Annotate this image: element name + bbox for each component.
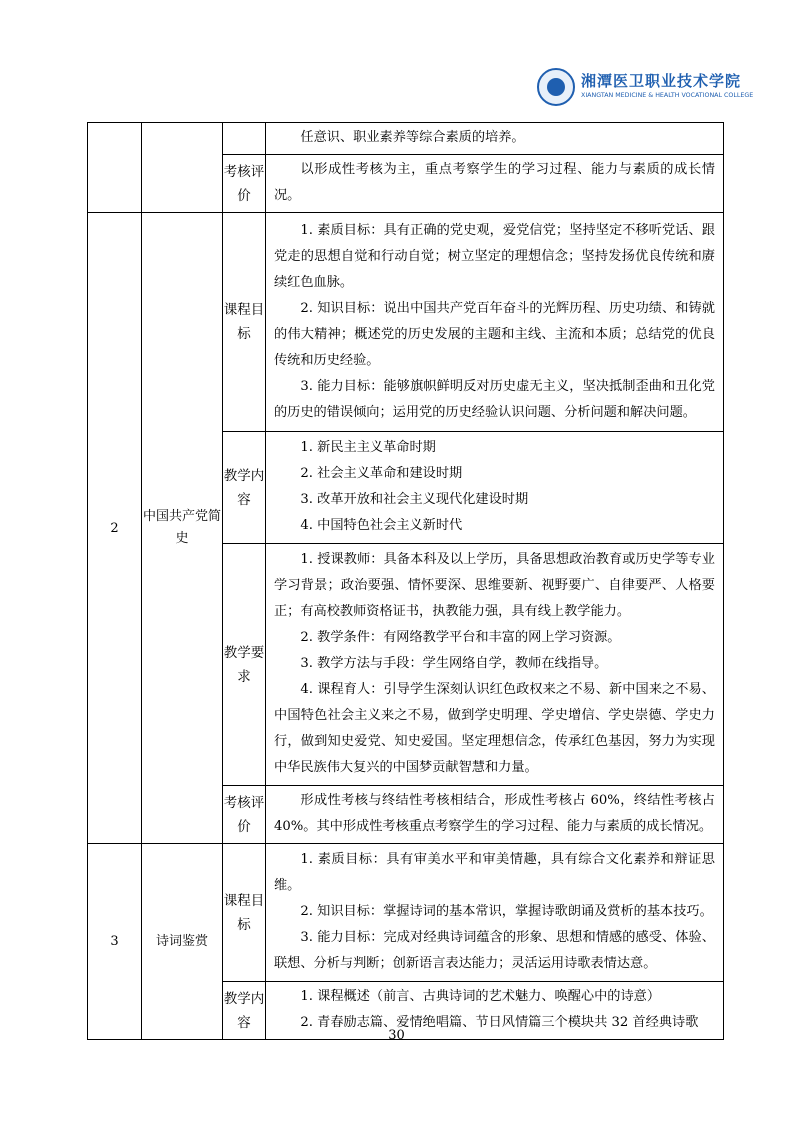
goal-label: 课程目标 [223,213,266,432]
goal-label: 课程目标 [223,844,266,982]
goal-item: 2. 知识目标：掌握诗词的基本常识，掌握诗歌朗诵及赏析的基本技巧。 [300,904,713,919]
goal-item: 1. 素质目标：具有审美水平和审美情趣，具有综合文化素养和辩证思维。 [274,852,715,893]
school-name-en: XIANGTAN MEDICINE & HEALTH VOCATIONAL COLLEGE [581,92,754,99]
requirement-item: 3. 教学方法与手段：学生网络自学，教师在线指导。 [300,656,608,671]
content-item: 4. 中国特色社会主义新时代 [300,518,463,533]
page-number: 30 [388,1028,405,1043]
goal-item: 2. 知识目标：说出中国共产党百年奋斗的光辉历程、历史功绩、和铸就的伟大精神；概述党的历史发展的主题和主线、主流和本质；总结党的优良传统和历史经验。 [274,300,715,368]
requirement-label: 教学要求 [223,544,266,786]
content-label: 教学内容 [223,982,266,1040]
content-continuation: 任意识、职业素养等综合素质的培养。 [300,130,525,145]
goal-item: 3. 能力目标：完成对经典诗词蕴含的形象、思想和情感的感受、体验、联想、分析与判断；创新语言表达能力；灵活运用诗歌表情达意。 [274,930,715,971]
course-table [87,122,724,1040]
school-name: 湘潭医卫职业技术学院 [581,72,742,90]
content-item: 2. 青春励志篇、爱情绝唱篇、节日风情篇三个模块共 32 首经典诗歌 [300,1015,699,1030]
course-name: 中国共产党简史 [142,213,223,844]
requirement-item: 4. 课程育人：引导学生深刻认识红色政权来之不易、新中国来之不易、中国特色社会主义来之不易，做到学史明理、学史增信、学史崇德、学史力行，做到知史爱党、知史爱国。坚定理想信念，传承红色基因，努力为实现中华民族伟大复兴的中国梦贡献智慧和力量。 [274,682,715,775]
course-number: 3 [88,844,142,1040]
requirement-item: 1. 授课教师：具备本科及以上学历，具备思想政治教育或历史学等专业学习背景；政治要强、情怀要深、思维要新、视野要广、自律要严、人格要正；有高校教师资格证书，执教能力强，具有线上教学能力。 [274,552,715,619]
table-row [88,213,724,432]
assess-text: 以形成性考核为主，重点考察学生的学习过程、能力与素质的成长情况。 [274,162,715,203]
school-emblem-icon [537,68,575,106]
content-item: 2. 社会主义革命和建设时期 [300,466,463,481]
content-item: 1. 新民主主义革命时期 [300,440,436,455]
goal-item: 3. 能力目标：能够旗帜鲜明反对历史虚无主义，坚决抵制歪曲和丑化党的历史的错误倾向；运用党的历史经验认识问题、分析问题和解决问题。 [274,378,715,420]
course-name: 诗词鉴赏 [142,844,223,1040]
school-logo [537,68,754,108]
table-row [88,844,724,982]
assess-text: 形成性考核与终结性考核相结合，形成性考核占 60%，终结性考核占 40%。其中形成性考核重点考察学生的学习过程、能力与素质的成长情况。 [274,793,715,834]
requirement-item: 2. 教学条件：有网络教学平台和丰富的网上学习资源。 [300,630,621,645]
content-label: 教学内容 [223,432,266,544]
content-item: 1. 课程概述（前言、古典诗词的艺术魅力、唤醒心中的诗意） [300,989,661,1004]
assess-label: 考核评价 [223,786,266,844]
assess-label: 考核评价 [223,155,266,213]
course-number: 2 [88,213,142,844]
goal-item: 1. 素质目标：具有正确的党史观，爱党信党；坚持坚定不移听党话、跟党走的思想自觉和行动自觉；树立坚定的理想信念；坚持发扬优良传统和赓续红色血脉。 [274,222,715,290]
table-row [88,123,724,155]
content-item: 3. 改革开放和社会主义现代化建设时期 [300,492,529,507]
